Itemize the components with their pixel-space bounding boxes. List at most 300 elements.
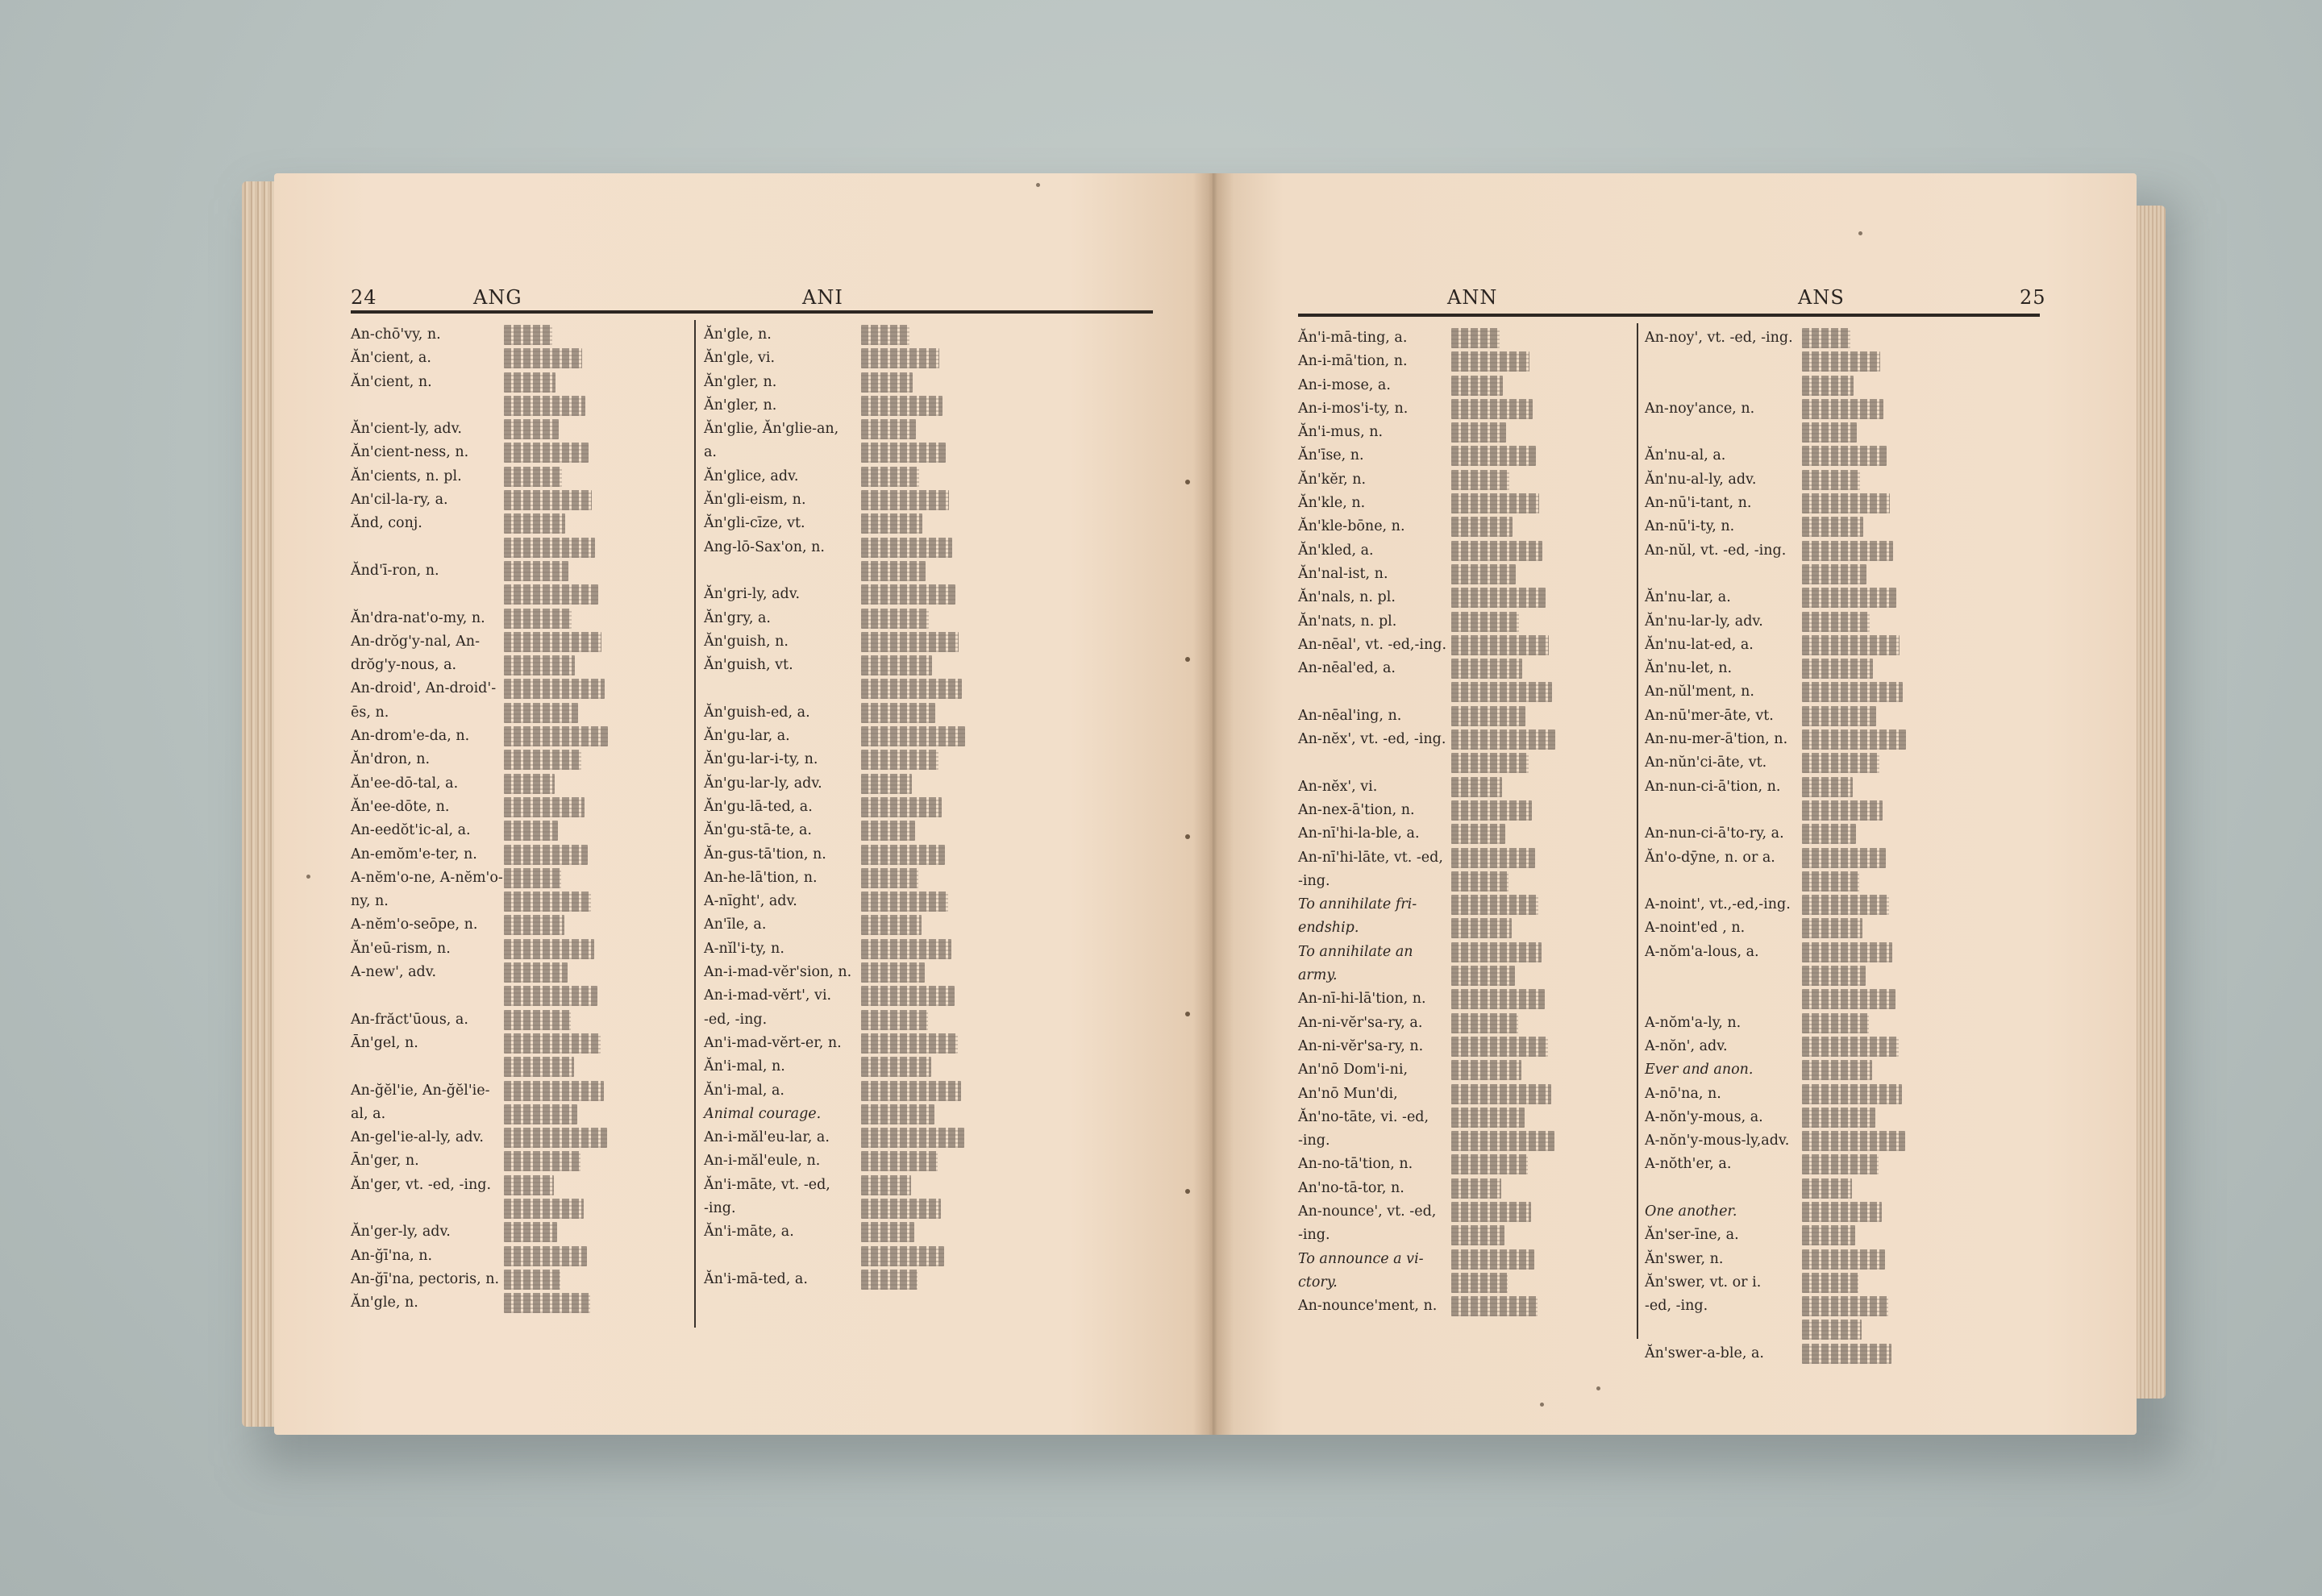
right-page-column-1 [1298, 326, 1633, 1318]
japanese-gloss-block [861, 962, 925, 983]
japanese-gloss-block [1451, 753, 1529, 773]
dictionary-entry [704, 843, 1155, 867]
japanese-gloss-block [504, 467, 562, 487]
headword: Animal courage. [704, 1105, 822, 1122]
dictionary-entry [1298, 846, 1633, 870]
japanese-gloss-block [861, 986, 955, 1006]
japanese-gloss-block [504, 797, 585, 817]
japanese-gloss-block [861, 892, 948, 912]
headword: One another. [1645, 1203, 1737, 1220]
dictionary-entry [1298, 563, 1633, 586]
japanese-gloss-block [1451, 446, 1536, 466]
headword: An-nī-hi-lā'tion, n. [1298, 991, 1426, 1008]
dictionary-entry [351, 1245, 689, 1268]
headword: ny, n. [351, 893, 389, 910]
dictionary-entry [1645, 1012, 2048, 1035]
headword: An-nŭl, vt. -ed, -ing. [1645, 542, 1787, 559]
japanese-gloss-block [1802, 824, 1856, 844]
stitch-hole [1185, 1012, 1190, 1016]
japanese-gloss-block [1451, 777, 1502, 797]
japanese-gloss-block [1802, 588, 1896, 608]
japanese-gloss-block [504, 1270, 560, 1290]
headword: Ăn'nu-lar, a. [1645, 589, 1731, 606]
headword: Ăn'ser-īne, a. [1645, 1227, 1739, 1244]
headword: Ăn'guish-ed, a. [704, 704, 810, 721]
entry-continuation [351, 1055, 689, 1079]
headword: Ăn'nals, n. pl. [1298, 589, 1396, 606]
japanese-gloss-block [861, 774, 912, 794]
dictionary-entry [704, 465, 1155, 488]
dictionary-entry [704, 961, 1155, 984]
dictionary-entry [351, 867, 689, 890]
japanese-gloss-block [861, 396, 943, 416]
japanese-gloss-block [1802, 541, 1893, 561]
headword: An'īle, a. [704, 916, 767, 933]
japanese-gloss-block [1451, 493, 1539, 513]
dictionary-entry [704, 984, 1155, 1008]
japanese-gloss-block [1802, 376, 1854, 396]
dictionary-entry [351, 1291, 689, 1315]
headword: Ăn'cients, n. pl. [351, 468, 462, 484]
dictionary-entry [1645, 893, 2048, 916]
japanese-gloss-block [1802, 871, 1859, 892]
dictionary-entry [1645, 634, 2048, 657]
guide-word-right: ANS [1798, 286, 1845, 309]
headword: Ăn'nu-let, n. [1645, 660, 1733, 677]
dictionary-entry [1298, 350, 1633, 373]
headword: army. [1298, 967, 1338, 984]
japanese-gloss-block [1802, 422, 1857, 443]
headword: A-nō'na, n. [1645, 1085, 1721, 1102]
dictionary-entry [1298, 822, 1633, 846]
dictionary-entry [351, 512, 689, 535]
entry-continuation [704, 559, 1155, 583]
headword: Ăn'dron, n. [351, 751, 431, 768]
japanese-gloss-block [504, 915, 564, 935]
column-divider [1637, 323, 1638, 1339]
japanese-gloss-block [1451, 588, 1546, 608]
guide-word-right: ANI [802, 286, 843, 309]
dictionary-entry [1645, 1106, 2048, 1129]
dictionary-entry [1298, 657, 1633, 680]
japanese-gloss-block [1802, 1131, 1905, 1151]
header-rule [1298, 314, 2040, 317]
japanese-gloss-block [1802, 1108, 1875, 1128]
headword: An-frăct'ūous, a. [351, 1011, 468, 1028]
japanese-gloss-block [861, 750, 938, 770]
headword: An-nex-ā'tion, n. [1298, 801, 1415, 818]
dictionary-entry [351, 796, 689, 819]
headword: Ăn'swer-a-ble, a. [1645, 1345, 1764, 1361]
japanese-gloss-block [861, 679, 962, 699]
headword: Ăn'kle, n. [1298, 495, 1366, 512]
japanese-gloss-block [861, 821, 915, 841]
japanese-gloss-block [1802, 399, 1883, 419]
headword: Ăn'eū-rism, n. [351, 940, 451, 957]
dictionary-entry [1298, 728, 1633, 751]
headword: Ăn'gu-lar, a. [704, 728, 790, 745]
headword: Ăn'gu-lar-ly, adv. [704, 775, 822, 792]
headword: An-ni-vĕr'sa-ry, a. [1298, 1014, 1423, 1031]
headword: -ing. [704, 1199, 736, 1216]
japanese-gloss-block [504, 490, 592, 510]
dictionary-entry [351, 654, 689, 677]
dictionary-entry [1298, 374, 1633, 397]
dictionary-entry [351, 772, 689, 796]
dictionary-entry [1645, 1153, 2048, 1176]
japanese-gloss-block [504, 538, 595, 558]
headword: An-i-măl'eu-lar, a. [704, 1129, 830, 1146]
entry-continuation [1645, 870, 2048, 893]
japanese-gloss-block [861, 1222, 914, 1242]
dictionary-entry [1298, 916, 1633, 940]
column-divider [694, 320, 696, 1328]
dictionary-entry [704, 748, 1155, 771]
headword: An'cil-la-ry, a. [351, 492, 448, 509]
japanese-gloss-block [861, 797, 942, 817]
dictionary-entry [704, 1079, 1155, 1103]
dictionary-entry [1298, 1153, 1633, 1176]
japanese-gloss-block [1451, 942, 1542, 962]
japanese-gloss-block [504, 396, 585, 416]
headword: Ăn'nu-al, a. [1645, 447, 1726, 464]
headword: An-nī'hi-lāte, vt. -ed, [1298, 849, 1443, 866]
dictionary-entry [1298, 515, 1633, 538]
dictionary-entry [704, 441, 1155, 464]
stitch-hole [1185, 657, 1190, 662]
japanese-gloss-block [504, 419, 559, 439]
japanese-gloss-block [1802, 942, 1892, 962]
headword: An-nun-ci-ā'tion, n. [1645, 778, 1781, 795]
dictionary-entry [351, 1079, 689, 1103]
japanese-gloss-block [1802, 966, 1866, 986]
japanese-gloss-block [861, 868, 918, 888]
japanese-gloss-block [861, 348, 939, 368]
dictionary-entry [704, 1103, 1155, 1126]
guide-word-left: ANN [1447, 286, 1498, 309]
japanese-gloss-block [861, 726, 965, 746]
japanese-gloss-block [504, 821, 558, 841]
dictionary-entry [351, 819, 689, 842]
dictionary-entry [1645, 822, 2048, 846]
japanese-gloss-block [504, 584, 598, 605]
dictionary-entry [1298, 1106, 1633, 1129]
japanese-gloss-block [504, 1222, 557, 1242]
japanese-gloss-block [1802, 1178, 1852, 1199]
japanese-gloss-block [861, 1175, 911, 1195]
japanese-gloss-block [861, 1033, 958, 1054]
headword: An-ğī'na, n. [351, 1247, 433, 1264]
headword: An-he-lā'tion, n. [704, 869, 818, 886]
japanese-gloss-block [504, 561, 568, 581]
japanese-gloss-block [1802, 1037, 1899, 1057]
headword: Ănd'ī-ron, n. [351, 562, 439, 579]
japanese-gloss-block [504, 726, 608, 746]
dictionary-entry [1645, 1129, 2048, 1153]
dictionary-entry [1645, 1295, 2048, 1318]
japanese-gloss-block [504, 892, 591, 912]
japanese-gloss-block [1451, 824, 1505, 844]
dictionary-entry [1298, 1200, 1633, 1224]
dictionary-entry [704, 913, 1155, 937]
stitch-hole [1185, 480, 1190, 484]
headword: -ed, -ing. [1645, 1298, 1708, 1315]
japanese-gloss-block [1451, 564, 1516, 584]
headword: A-nĭl'i-ty, n. [704, 940, 784, 957]
dictionary-entry [704, 1174, 1155, 1197]
headword: A-noint'ed , n. [1645, 920, 1746, 937]
headword: An-nŭl'ment, n. [1645, 684, 1754, 700]
headword: To annihilate fri- [1298, 896, 1417, 913]
dictionary-entry [1298, 964, 1633, 987]
japanese-gloss-block [504, 845, 588, 865]
dictionary-entry [704, 772, 1155, 796]
japanese-gloss-block [1802, 753, 1879, 773]
japanese-gloss-block [861, 561, 926, 581]
japanese-gloss-block [1802, 1273, 1858, 1293]
dictionary-entry [704, 418, 1155, 441]
japanese-gloss-block [1802, 446, 1887, 466]
dictionary-entry [1298, 326, 1633, 350]
dictionary-entry [351, 1268, 689, 1291]
japanese-gloss-block [861, 1270, 918, 1290]
dictionary-entry [1645, 586, 2048, 609]
dictionary-entry [1298, 1224, 1633, 1247]
japanese-gloss-block [1451, 729, 1555, 750]
japanese-gloss-block [1802, 612, 1870, 632]
japanese-gloss-block [1802, 659, 1873, 679]
dictionary-entry [1298, 1035, 1633, 1058]
dictionary-entry [351, 961, 689, 984]
dictionary-entry [1298, 893, 1633, 916]
japanese-gloss-block [504, 1151, 580, 1171]
dictionary-entry [704, 323, 1155, 347]
dictionary-entry [1298, 1083, 1633, 1106]
headword: An-i-mose, a. [1298, 376, 1391, 393]
dictionary-entry [1645, 704, 2048, 728]
headword: al, a. [351, 1105, 386, 1122]
dictionary-entry [1645, 941, 2048, 964]
dictionary-entry [351, 371, 689, 394]
japanese-gloss-block [1451, 966, 1515, 986]
headword: ēs, n. [351, 704, 389, 721]
headword: a. [704, 444, 717, 461]
entry-continuation [351, 536, 689, 559]
headword: Ăn'i-mā-ting, a. [1298, 330, 1408, 346]
japanese-gloss-block [1802, 777, 1853, 797]
japanese-gloss-block [504, 1246, 587, 1266]
dictionary-entry [1298, 941, 1633, 964]
japanese-gloss-block [861, 372, 913, 393]
japanese-gloss-block [1802, 493, 1890, 513]
japanese-gloss-block [1802, 1060, 1872, 1080]
japanese-gloss-block [1802, 517, 1863, 537]
headword: An-i-mos'i-ty, n. [1298, 400, 1409, 417]
headword: Ăn'ee-dō-tal, a. [351, 775, 459, 792]
dictionary-entry [351, 488, 689, 512]
headword: Ăn'i-mā-ted, a. [704, 1270, 808, 1287]
headword: An-nĕx', vt. -ed, -ing. [1298, 731, 1446, 748]
dictionary-entry [1645, 916, 2048, 940]
japanese-gloss-block [1451, 351, 1529, 372]
dictionary-entry [1298, 987, 1633, 1011]
japanese-gloss-block [504, 325, 552, 345]
dictionary-entry [704, 1126, 1155, 1149]
japanese-gloss-block [1451, 1108, 1525, 1128]
open-book [242, 173, 2161, 1435]
dictionary-entry [704, 796, 1155, 819]
japanese-gloss-block [1802, 1154, 1879, 1174]
japanese-gloss-block [1451, 1273, 1508, 1293]
japanese-gloss-block [861, 584, 955, 605]
headword: An-droid', An-droid'- [351, 680, 497, 697]
headword: An-nēal', vt. -ed,-ing. [1298, 636, 1447, 653]
dictionary-entry [1645, 1271, 2048, 1295]
entry-continuation [1645, 350, 2048, 373]
japanese-gloss-block [504, 962, 568, 983]
japanese-gloss-block [1451, 399, 1533, 419]
headword: Ăn'glice, adv. [704, 468, 799, 484]
headword: An-chō'vy, n. [351, 326, 441, 343]
japanese-gloss-block [861, 703, 935, 723]
dictionary-entry [704, 1220, 1155, 1244]
dictionary-entry [704, 890, 1155, 913]
japanese-gloss-block [1451, 376, 1503, 396]
dictionary-entry [1298, 634, 1633, 657]
japanese-gloss-block [1451, 659, 1522, 679]
japanese-gloss-block [861, 513, 922, 534]
dictionary-entry [1298, 1295, 1633, 1318]
entry-continuation [1645, 1177, 2048, 1200]
headword: An-ni-vĕr'sa-ry, n. [1298, 1037, 1424, 1054]
headword: Ăn'cient-ly, adv. [351, 421, 462, 438]
dictionary-entry [351, 441, 689, 464]
dictionary-entry [704, 1055, 1155, 1079]
entry-continuation [1645, 987, 2048, 1011]
dictionary-entry [351, 1008, 689, 1032]
dictionary-entry [351, 607, 689, 630]
dictionary-entry [704, 371, 1155, 394]
headword: Ăn-gus-tā'tion, n. [704, 846, 826, 862]
dictionary-entry [1645, 775, 2048, 799]
japanese-gloss-block [1451, 1013, 1518, 1033]
headword: Ăn'no-tāte, vi. -ed, [1298, 1108, 1429, 1125]
headword: An-nū'mer-āte, vt. [1645, 707, 1774, 724]
dictionary-entry [1645, 1248, 2048, 1271]
japanese-gloss-block [1451, 871, 1508, 892]
headword: Ăn'gle, n. [704, 326, 772, 343]
japanese-gloss-block [504, 655, 575, 675]
dictionary-entry [1298, 468, 1633, 492]
headword: -ing. [1298, 1227, 1330, 1244]
headword: Ăn'gli-eism, n. [704, 492, 806, 509]
japanese-gloss-block [504, 513, 565, 534]
japanese-gloss-block [1802, 1202, 1882, 1222]
dictionary-entry [1298, 704, 1633, 728]
entry-continuation [351, 394, 689, 418]
dictionary-entry [1645, 1224, 2048, 1247]
headword: Ăn'kĕr, n. [1298, 471, 1367, 488]
entry-continuation [704, 1245, 1155, 1268]
headword: An-i-măl'eule, n. [704, 1153, 821, 1170]
dictionary-entry [704, 937, 1155, 961]
headword: Ăn'cient, a. [351, 350, 431, 367]
headword: Ăn'gle, n. [351, 1295, 418, 1311]
dictionary-entry [351, 913, 689, 937]
japanese-gloss-block [1802, 1013, 1869, 1033]
dictionary-entry [351, 748, 689, 771]
dictionary-entry [351, 465, 689, 488]
entry-continuation [1298, 680, 1633, 704]
dictionary-entry [1645, 1058, 2048, 1082]
headword: -ed, -ing. [704, 1011, 768, 1028]
dictionary-entry [1645, 1035, 2048, 1058]
headword: endship. [1298, 920, 1359, 937]
paper-speck [1540, 1403, 1544, 1407]
page-number: 25 [2020, 286, 2046, 309]
headword: An-i-mā'tion, n. [1298, 353, 1408, 370]
headword: Ăn'o-dȳne, n. or a. [1645, 849, 1775, 866]
dictionary-entry [351, 559, 689, 583]
headword: To annihilate an [1298, 943, 1413, 960]
japanese-gloss-block [1451, 1037, 1548, 1057]
japanese-gloss-block [1451, 848, 1535, 868]
dictionary-entry [704, 488, 1155, 512]
right-page [1209, 173, 2137, 1435]
headword: An-nū'i-tant, n. [1645, 495, 1752, 512]
dictionary-entry [1645, 326, 2048, 350]
guide-word-left: ANG [473, 286, 522, 309]
headword: An-nī'hi-la-ble, a. [1298, 825, 1420, 842]
japanese-gloss-block [1802, 351, 1880, 372]
japanese-gloss-block [504, 443, 589, 463]
headword: An-nu-mer-ā'tion, n. [1645, 731, 1788, 748]
japanese-gloss-block [1802, 564, 1866, 584]
dictionary-entry [351, 1126, 689, 1149]
japanese-gloss-block [504, 750, 581, 770]
japanese-gloss-block [1451, 1178, 1501, 1199]
japanese-gloss-block [861, 443, 946, 463]
headword: A-nŏm'a-lous, a. [1645, 943, 1759, 960]
japanese-gloss-block [1451, 800, 1532, 821]
headword: Ăn'cient-ness, n. [351, 444, 469, 461]
headword: Ăn'dra-nat'o-my, n. [351, 609, 485, 626]
right-page-column-2 [1645, 326, 2048, 1365]
headword: A-nĕm'o-ne, A-nĕm'o- [351, 869, 503, 886]
japanese-gloss-block [504, 1199, 584, 1219]
dictionary-entry [1645, 1083, 2048, 1106]
japanese-gloss-block [1802, 895, 1889, 915]
japanese-gloss-block [1802, 328, 1850, 348]
dictionary-entry [351, 843, 689, 867]
headword: Ăn'nu-lat-ed, a. [1645, 636, 1754, 653]
headword: An-emŏm'e-ter, n. [351, 846, 477, 862]
entry-continuation [1645, 964, 2048, 987]
dictionary-entry [1298, 444, 1633, 468]
dictionary-entry [351, 323, 689, 347]
japanese-gloss-block [1802, 1084, 1902, 1104]
headword: A-nŏn'y-mous, a. [1645, 1108, 1763, 1125]
japanese-gloss-block [1802, 470, 1860, 490]
headword: Ăn'guish, vt. [704, 657, 793, 674]
dictionary-entry [1298, 1177, 1633, 1200]
japanese-gloss-block [1802, 1225, 1855, 1245]
dictionary-entry [1645, 539, 2048, 563]
japanese-gloss-block [861, 655, 932, 675]
page-edges-right [2133, 206, 2166, 1399]
dictionary-entry [1298, 421, 1633, 444]
headword: Ăn'ee-dōte, n. [351, 798, 450, 815]
